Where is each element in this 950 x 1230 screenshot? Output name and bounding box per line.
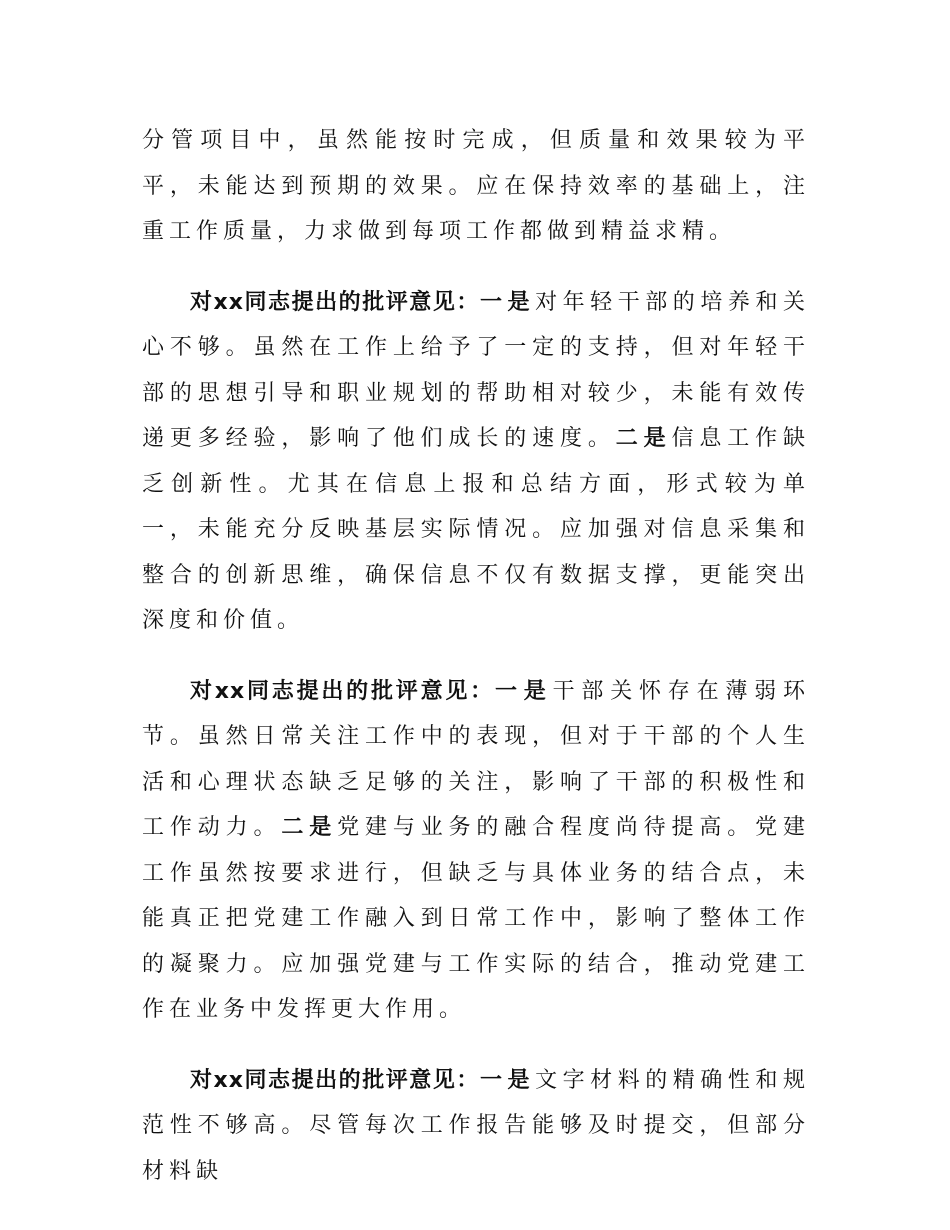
point-marker: 一是 [479,1067,536,1093]
paragraph-text: 文字材料的精确性和规范性不够高。尽管每次工作报告能够及时提交，但部分材料缺 [142,1067,810,1184]
point-marker: 二是 [281,815,338,840]
point-marker: 二是 [615,426,672,451]
paragraph-lead: 对xx同志提出的批评意见： [190,289,480,315]
point-marker: 一是 [479,289,536,315]
paragraph-text: 干部关怀存在薄弱环节。虽然日常关注工作中的表现，但对于干部的个人生活和心理状态缺乏足够的关注，影响了干部的积极性和工作动力。 [142,678,810,840]
paragraph-criticism-1 [142,280,810,644]
paragraph-criticism-2 [142,669,810,1033]
paragraph-criticism-3 [142,1058,810,1195]
paragraph-text: 分管项目中，虽然能按时完成，但质量和效果较为平平，未能达到预期的效果。应在保持效率的基础上，注重工作质量，力求做到每项工作都做到精益求精。 [142,128,810,244]
paragraph-lead: 对xx同志提出的批评意见： [190,1067,480,1093]
paragraph-text: 党建与业务的融合程度尚待提高。党建工作虽然按要求进行，但缺乏与具体业务的结合点，未能真正把党建工作融入到日常工作中，影响了整体工作的凝聚力。应加强党建与工作实际的结合，推动党建工作在业务中发挥更大作用。 [142,815,810,1022]
document-page [142,118,810,1219]
point-marker: 一是 [494,678,553,704]
paragraph-continuation [142,118,810,255]
paragraph-lead: 对xx同志提出的批评意见： [190,678,495,704]
paragraph-text: 对年轻干部的培养和关心不够。虽然在工作上给予了一定的支持，但对年轻干部的思想引导和职业规划的帮助相对较少，未能有效传递更多经验，影响了他们成长的速度。 [142,289,810,451]
paragraph-text: 信息工作缺乏创新性。尤其在信息上报和总结方面，形式较为单一，未能充分反映基层实际情况。应加强对信息采集和整合的创新思维，确保信息不仅有数据支撑，更能突出深度和价值。 [142,426,810,633]
